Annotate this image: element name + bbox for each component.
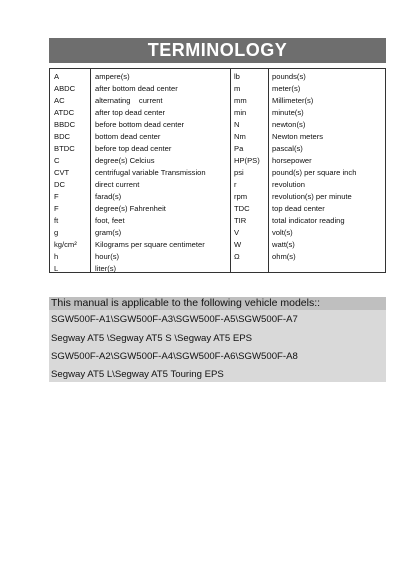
table-row	[50, 215, 385, 227]
meaning: pound(s) per square inch	[272, 168, 357, 177]
meaning: top dead center	[272, 204, 325, 213]
abbreviation: BDC	[54, 132, 71, 141]
abbreviation: CVT	[54, 168, 70, 177]
abbreviation: BBDC	[54, 120, 76, 129]
meaning: before top dead center	[95, 144, 172, 153]
abbreviation: A	[54, 72, 60, 81]
meaning: bottom dead center	[95, 132, 161, 141]
meaning: before bottom dead center	[95, 120, 185, 129]
abbreviation: Ω	[234, 252, 240, 261]
meaning: direct current	[95, 180, 140, 189]
meaning: after top dead center	[95, 108, 166, 117]
page-title: TERMINOLOGY	[49, 38, 386, 63]
table-row	[50, 131, 385, 143]
meaning: gram(s)	[95, 228, 122, 237]
meaning: degree(s) Celcius	[95, 156, 155, 165]
table-row	[50, 71, 385, 83]
meaning: Millimeter(s)	[272, 96, 314, 105]
meaning: foot, feet	[95, 216, 125, 225]
meaning: after bottom dead center	[95, 84, 178, 93]
meaning: revolution	[272, 180, 305, 189]
abbreviation: W	[234, 240, 242, 249]
meaning: farad(s)	[95, 192, 122, 201]
abbreviation: N	[234, 120, 240, 129]
table-row	[50, 107, 385, 119]
abbreviation: TDC	[234, 204, 250, 213]
abbreviation: ATDC	[54, 108, 75, 117]
abbreviation: F	[54, 192, 59, 201]
abbreviation: kg/cm²	[54, 240, 77, 249]
meaning: ampere(s)	[95, 72, 130, 81]
abbreviation: ft	[54, 216, 59, 225]
abbreviation: h	[54, 252, 59, 261]
abbreviation: g	[54, 228, 59, 237]
model-line: SGW500F-A1\SGW500F-A3\SGW500F-A5\SGW500F-A7	[51, 314, 298, 325]
abbreviation: lb	[234, 72, 240, 81]
abbreviation: BTDC	[54, 144, 75, 153]
meaning: watt(s)	[272, 240, 295, 249]
meaning: alternating current	[95, 96, 163, 105]
table-row	[50, 239, 385, 251]
abbreviation: Pa	[234, 144, 244, 153]
abbreviation: L	[54, 264, 59, 273]
model-line: Segway AT5 L\Segway AT5 Touring EPS	[51, 369, 224, 380]
abbreviation: DC	[54, 180, 65, 189]
applicable-models-heading: This manual is applicable to the following vehicle models::	[49, 297, 386, 310]
meaning: pascal(s)	[272, 144, 303, 153]
meaning: revolution(s) per minute	[272, 192, 352, 201]
table-row	[50, 191, 385, 203]
meaning: horsepower	[272, 156, 312, 165]
meaning: liter(s)	[95, 264, 117, 273]
table-row	[50, 155, 385, 167]
abbreviation: m	[234, 84, 241, 93]
abbreviation: mm	[234, 96, 247, 105]
meaning: Kilograms per square centimeter	[95, 240, 205, 249]
meaning: minute(s)	[272, 108, 304, 117]
meaning: Newton meters	[272, 132, 324, 141]
abbreviation: min	[234, 108, 247, 117]
table-row	[50, 143, 385, 155]
meaning: ohm(s)	[272, 252, 296, 261]
table-row	[50, 119, 385, 131]
table-row	[50, 227, 385, 239]
abbreviation: psi	[234, 168, 244, 177]
meaning: hour(s)	[95, 252, 120, 261]
meaning: total indicator reading	[272, 216, 345, 225]
abbreviation: F	[54, 204, 59, 213]
table-row	[50, 203, 385, 215]
model-line: SGW500F-A2\SGW500F-A4\SGW500F-A6\SGW500F-A8	[51, 351, 298, 362]
meaning: newton(s)	[272, 120, 306, 129]
abbreviation: TIR	[234, 216, 247, 225]
abbreviation: AC	[54, 96, 65, 105]
abbreviation: HP(PS)	[234, 156, 260, 165]
meaning: meter(s)	[272, 84, 301, 93]
table-row	[50, 95, 385, 107]
table-row	[50, 167, 385, 179]
table-row	[50, 263, 385, 275]
model-line: Segway AT5 \Segway AT5 S \Segway AT5 EPS	[51, 333, 253, 344]
table-row	[50, 179, 385, 191]
abbreviation: r	[234, 180, 237, 189]
abbreviation: C	[54, 156, 60, 165]
abbreviation: rpm	[234, 192, 248, 201]
abbreviation: Nm	[234, 132, 246, 141]
table-row	[50, 83, 385, 95]
meaning: centrifugal variable Transmission	[95, 168, 206, 177]
abbreviation: V	[234, 228, 240, 237]
meaning: volt(s)	[272, 228, 293, 237]
abbreviation: ABDC	[54, 84, 76, 93]
terminology-table	[49, 68, 386, 273]
table-row	[50, 251, 385, 263]
meaning: pounds(s)	[272, 72, 306, 81]
meaning: degree(s) Fahrenheit	[95, 204, 166, 213]
